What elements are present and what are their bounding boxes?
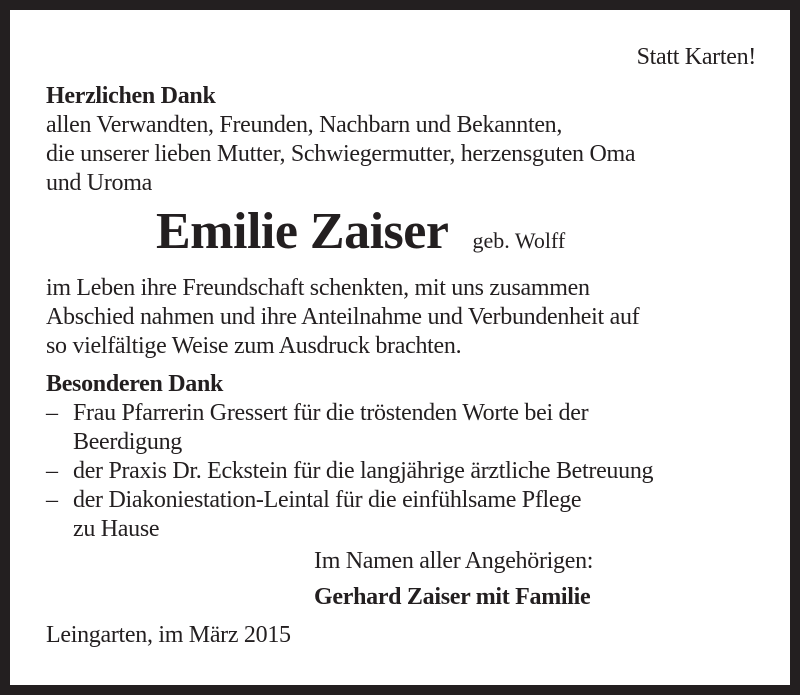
- thanks-item: [46, 457, 653, 486]
- thanks-line: Beerdigung: [73, 429, 182, 455]
- thanks-line: Frau Pfarrerin Gressert für die tröstenden Worte bei der: [73, 400, 589, 426]
- thanks-line: zu Hause: [73, 516, 160, 542]
- deceased-name: Emilie Zaiser: [156, 203, 449, 260]
- maiden-name: geb. Wolff: [472, 228, 566, 253]
- heading-besonderen-dank: Besonderen Dank: [46, 371, 224, 397]
- dash-bullet: –: [46, 487, 58, 513]
- statt-karten-label: Statt Karten!: [636, 44, 756, 70]
- thanks-list: [46, 399, 653, 544]
- signature-name: Gerhard Zaiser mit Familie: [314, 584, 591, 610]
- body-line: so vielfältige Weise zum Ausdruck brachten.: [46, 333, 462, 359]
- thanks-item: [46, 486, 653, 544]
- thanks-item: [46, 399, 653, 457]
- obituary-notice: [10, 10, 790, 685]
- intro-line: allen Verwandten, Freunden, Nachbarn und Bekannten,: [46, 112, 563, 138]
- place-date: Leingarten, im März 2015: [46, 622, 291, 648]
- thanks-line: der Diakoniestation-Leintal für die einfühlsame Pflege: [73, 487, 582, 513]
- thanks-line: der Praxis Dr. Eckstein für die langjährige ärztliche Betreuung: [73, 458, 654, 484]
- dash-bullet: –: [46, 458, 58, 484]
- dash-bullet: –: [46, 400, 58, 426]
- deceased-name-block: [156, 204, 565, 260]
- heading-herzlichen-dank: Herzlichen Dank: [46, 83, 216, 109]
- body-line: im Leben ihre Freundschaft schenkten, mit uns zusammen: [46, 275, 590, 301]
- intro-line: die unserer lieben Mutter, Schwiegermutter, herzensguten Oma: [46, 141, 636, 167]
- body-line: Abschied nahmen und ihre Anteilnahme und Verbundenheit auf: [46, 304, 640, 330]
- intro-text: [46, 111, 635, 198]
- intro-line: und Uroma: [46, 170, 152, 196]
- body-text: [46, 274, 639, 361]
- signature-intro: Im Namen aller Angehörigen:: [314, 548, 594, 574]
